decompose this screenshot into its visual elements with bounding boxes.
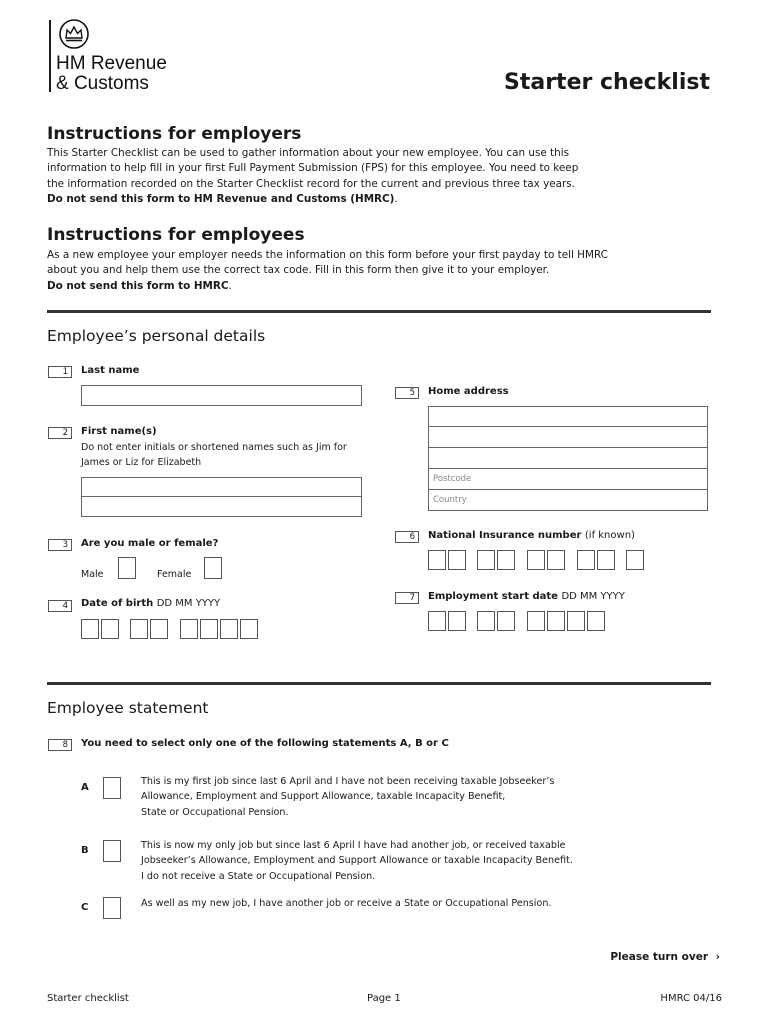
- employees-bold-end: .: [228, 279, 232, 292]
- dob-label-text: Date of birth: [81, 598, 154, 609]
- address-line-2[interactable]: [428, 427, 708, 448]
- employers-instructions: [47, 146, 647, 208]
- dob-day-2[interactable]: [101, 619, 119, 639]
- start-date-label-text: Employment start date: [428, 591, 558, 602]
- first-name-input-2[interactable]: [81, 497, 362, 517]
- chevron-right-icon: ›: [715, 951, 720, 963]
- last-name-input[interactable]: [81, 385, 362, 406]
- start-year-2[interactable]: [547, 611, 565, 631]
- ni-box-7[interactable]: [577, 550, 595, 570]
- option-a-text: [141, 774, 611, 820]
- start-month-2[interactable]: [497, 611, 515, 631]
- option-b-text: [141, 838, 611, 884]
- crown-crest-icon: [58, 18, 90, 50]
- logo-text: [56, 54, 167, 94]
- option-b-letter: B: [81, 845, 89, 856]
- question-number-4: 4: [48, 600, 72, 612]
- female-checkbox[interactable]: [204, 557, 222, 579]
- option-c-text: [141, 896, 611, 911]
- ni-number-label: [428, 530, 635, 541]
- start-date-label: [428, 591, 625, 602]
- option-c-checkbox[interactable]: [103, 897, 121, 919]
- page-number: Page 1: [367, 993, 401, 1004]
- section-divider: [47, 310, 711, 313]
- question-number-5: 5: [395, 387, 419, 399]
- dob-format: DD MM YYYY: [156, 598, 221, 609]
- male-label: Male: [81, 569, 104, 580]
- dob-month-2[interactable]: [150, 619, 168, 639]
- ni-number-hint: (if known): [584, 530, 635, 541]
- first-name-hint-line1: Do not enter initials or shortened names such as Jim for: [81, 442, 347, 453]
- footer-title: Starter checklist: [47, 993, 129, 1004]
- employers-line1: This Starter Checklist can be used to gather information about your new employee. You can use this: [47, 147, 570, 159]
- postcode-placeholder: Postcode: [433, 474, 472, 484]
- ni-box-3[interactable]: [477, 550, 495, 570]
- start-day-2[interactable]: [448, 611, 466, 631]
- turn-over-text: Please turn over: [610, 951, 709, 963]
- start-date-format: DD MM YYYY: [561, 591, 625, 602]
- first-name-input-1[interactable]: [81, 477, 362, 497]
- personal-details-heading: Employee’s personal details: [47, 327, 266, 345]
- question-number-3: 3: [48, 539, 72, 551]
- employers-line3: the information recorded on the Starter Checklist record for the current and previous three tax years.: [47, 177, 575, 190]
- employees-line2: about you and help them use the correct tax code. Fill in this form then give it to your employer.: [47, 264, 550, 277]
- question-number-7: 7: [395, 592, 419, 604]
- last-name-label: Last name: [81, 365, 140, 376]
- option-a-line3: State or Occupational Pension.: [141, 806, 289, 818]
- question-number-1: 1: [48, 366, 72, 378]
- female-label: Female: [157, 569, 192, 580]
- start-year-4[interactable]: [587, 611, 605, 631]
- employers-line2: information to help fill in your first Full Payment Submission (FPS) for this employee. You need to keep: [47, 162, 579, 175]
- male-checkbox[interactable]: [118, 557, 136, 579]
- ni-box-2[interactable]: [448, 550, 466, 570]
- postcode-input[interactable]: [428, 469, 708, 490]
- employers-bold-end: .: [394, 193, 398, 206]
- question-number-8: 8: [48, 739, 72, 751]
- option-b-line2: Jobseeker’s Allowance, Employment and Support Allowance or taxable Incapacity Benefit.: [141, 855, 573, 867]
- employers-heading: Instructions for employers: [47, 124, 302, 144]
- dob-label: [81, 598, 220, 609]
- employees-line1: As a new employee your employer needs the information on this form before your first payday to tell HMRC: [47, 249, 608, 261]
- dob-year-3[interactable]: [220, 619, 238, 639]
- home-address-label: Home address: [428, 386, 509, 397]
- employers-bold: Do not send this form to HM Revenue and Customs (HMRC): [47, 193, 395, 206]
- dob-month-1[interactable]: [130, 619, 148, 639]
- option-c-letter: C: [81, 902, 89, 913]
- first-name-hint-line2: James or Liz for Elizabeth: [81, 457, 202, 468]
- dob-year-4[interactable]: [240, 619, 258, 639]
- option-c-line1: As well as my new job, I have another job or receive a State or Occupational Pension.: [141, 898, 552, 909]
- employees-bold: Do not send this form to HMRC: [47, 279, 229, 292]
- turn-over-link[interactable]: [610, 951, 720, 963]
- form-reference: HMRC 04/16: [660, 993, 722, 1004]
- option-a-checkbox[interactable]: [103, 777, 121, 799]
- dob-day-1[interactable]: [81, 619, 99, 639]
- address-line-1[interactable]: [428, 406, 708, 427]
- option-b-checkbox[interactable]: [103, 840, 121, 862]
- option-a-line2: Allowance, Employment and Support Allowance, taxable Incapacity Benefit,: [141, 791, 506, 803]
- country-placeholder: Country: [433, 495, 467, 505]
- logo-bar: [49, 20, 51, 92]
- logo-line2: & Customs: [56, 73, 149, 94]
- employees-instructions: [47, 248, 647, 294]
- ni-number-label-text: National Insurance number: [428, 530, 582, 541]
- dob-year-2[interactable]: [200, 619, 218, 639]
- ni-box-8[interactable]: [597, 550, 615, 570]
- statement-instruction: You need to select only one of the following statements A, B or C: [81, 738, 449, 749]
- first-name-label: First name(s): [81, 426, 157, 437]
- start-year-3[interactable]: [567, 611, 585, 631]
- ni-box-6[interactable]: [547, 550, 565, 570]
- logo-line1: HM Revenue: [56, 53, 167, 74]
- dob-year-1[interactable]: [180, 619, 198, 639]
- ni-box-1[interactable]: [428, 550, 446, 570]
- question-number-6: 6: [395, 531, 419, 543]
- gender-label: Are you male or female?: [81, 538, 219, 549]
- country-input[interactable]: [428, 490, 708, 511]
- address-line-3[interactable]: [428, 448, 708, 469]
- page-title: Starter checklist: [504, 70, 710, 95]
- section-divider-2: [47, 682, 711, 685]
- option-b-line3: I do not receive a State or Occupational Pension.: [141, 870, 376, 882]
- start-year-1[interactable]: [527, 611, 545, 631]
- option-a-line1: This is my first job since last 6 April and I have not been receiving taxable Jobseeker’s: [141, 776, 555, 787]
- option-a-letter: A: [81, 782, 89, 793]
- employees-heading: Instructions for employees: [47, 225, 305, 245]
- start-day-1[interactable]: [428, 611, 446, 631]
- option-b-line1: This is now my only job but since last 6 April I have had another job, or received taxable: [141, 840, 566, 851]
- ni-box-5[interactable]: [527, 550, 545, 570]
- ni-box-4[interactable]: [497, 550, 515, 570]
- start-month-1[interactable]: [477, 611, 495, 631]
- ni-box-9[interactable]: [626, 550, 644, 570]
- question-number-2: 2: [48, 427, 72, 439]
- first-name-hint: [81, 440, 347, 470]
- statement-heading: Employee statement: [47, 699, 209, 717]
